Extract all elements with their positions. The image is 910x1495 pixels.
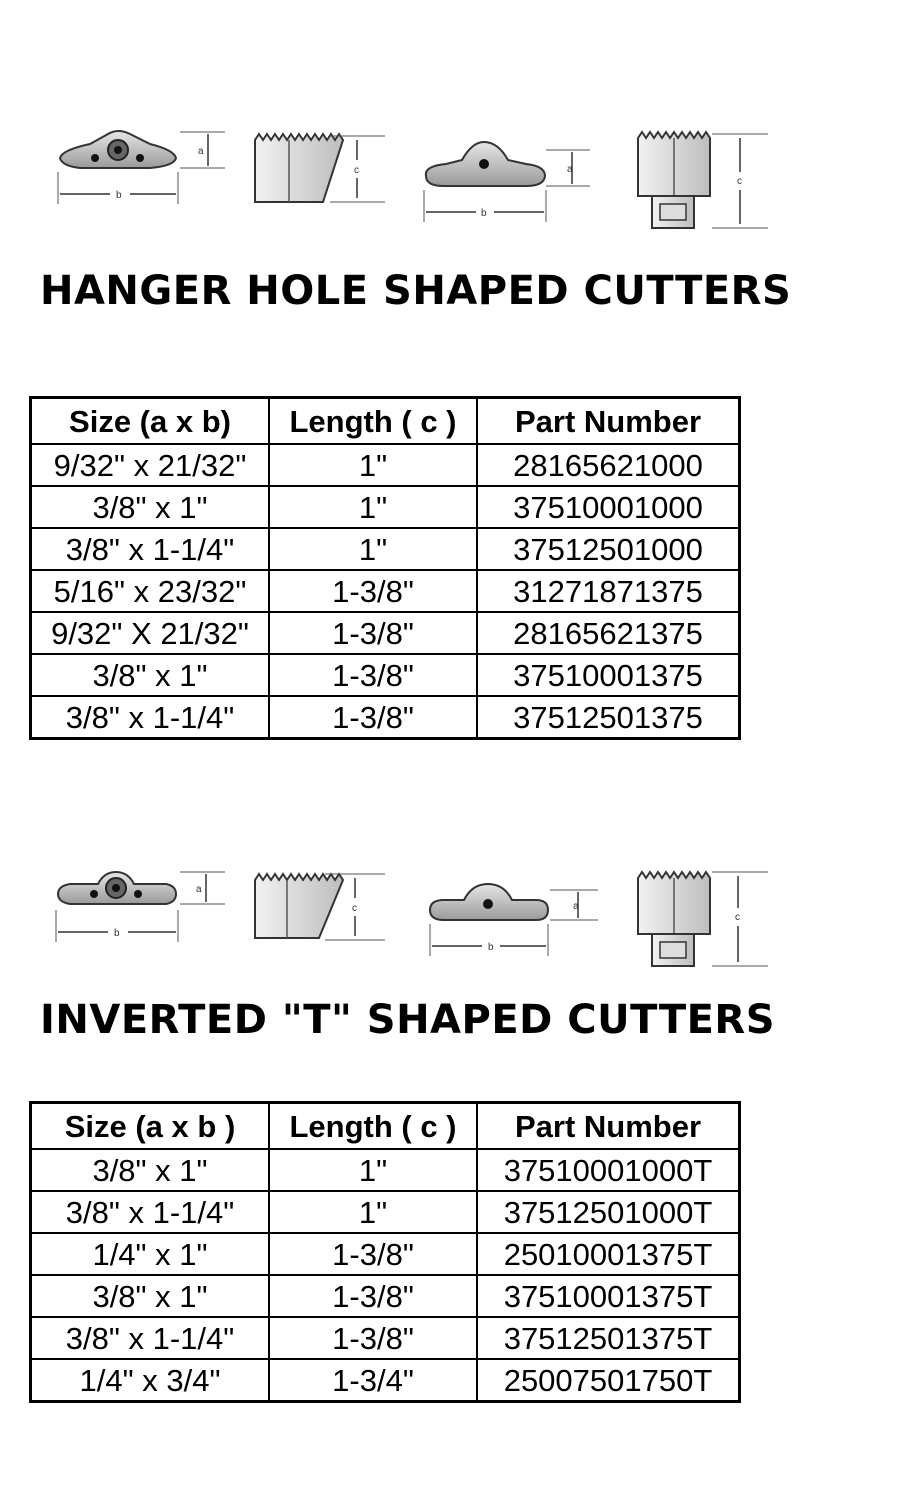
- cell-length: 1": [269, 1191, 477, 1233]
- inverted-t-shape-alt-view: [430, 884, 598, 956]
- cell-size: 1/4" x 1": [31, 1233, 270, 1275]
- dim-label-c: c: [352, 903, 357, 914]
- table-row: [31, 444, 740, 486]
- dim-label-a-alt: a: [573, 901, 579, 912]
- inverted-t-shape-top-view: [56, 872, 225, 942]
- dim-label-a: a: [196, 884, 202, 895]
- table-row: [31, 696, 740, 739]
- cutter-side-view: [255, 874, 385, 940]
- cell-size: 3/8" x 1": [31, 1275, 270, 1317]
- cell-length: 1-3/4": [269, 1359, 477, 1402]
- cell-part-number: 25007501750T: [477, 1359, 740, 1402]
- cell-part-number: 37512501000: [477, 528, 740, 570]
- cell-length: 1-3/8": [269, 696, 477, 739]
- cell-size: 3/8" x 1": [31, 654, 270, 696]
- table-header-row: [31, 1103, 740, 1150]
- cell-length: 1-3/8": [269, 1275, 477, 1317]
- table-row: [31, 1275, 740, 1317]
- column-header-part-number: Part Number: [477, 1103, 740, 1150]
- cell-size: 3/8" x 1-1/4": [31, 1317, 270, 1359]
- dim-label-c-alt: c: [737, 176, 742, 187]
- table-header-row: [31, 398, 740, 445]
- inverted-t-cutter-illustration: [0, 860, 910, 980]
- table-row: [31, 486, 740, 528]
- cell-length: 1": [269, 486, 477, 528]
- table-row: [31, 612, 740, 654]
- cell-length: 1-3/8": [269, 1233, 477, 1275]
- cell-part-number: 37512501375: [477, 696, 740, 739]
- dim-label-a-alt: a: [567, 164, 573, 175]
- dim-label-c-alt: c: [735, 912, 740, 923]
- cell-length: 1-3/8": [269, 612, 477, 654]
- hanger-section-title: HANGER HOLE SHAPED CUTTERS: [40, 268, 792, 314]
- table-row: [31, 654, 740, 696]
- hanger-cutter-illustration: [0, 120, 910, 240]
- cell-length: 1-3/8": [269, 1317, 477, 1359]
- column-header-length: Length ( c ): [269, 1103, 477, 1150]
- cell-part-number: 28165621000: [477, 444, 740, 486]
- dim-label-b-alt: b: [481, 208, 487, 219]
- dim-label-b: b: [116, 190, 122, 201]
- cell-size: 3/8" x 1-1/4": [31, 1191, 270, 1233]
- dim-label-b-alt: b: [488, 942, 494, 953]
- cell-part-number: 28165621375: [477, 612, 740, 654]
- cell-size: 3/8" x 1-1/4": [31, 696, 270, 739]
- cell-part-number: 37510001000T: [477, 1149, 740, 1191]
- table-row: [31, 570, 740, 612]
- cell-length: 1-3/8": [269, 654, 477, 696]
- dim-label-a: a: [198, 146, 204, 157]
- cell-length: 1-3/8": [269, 570, 477, 612]
- cell-size: 3/8" x 1": [31, 486, 270, 528]
- cell-length: 1": [269, 528, 477, 570]
- cell-length: 1": [269, 1149, 477, 1191]
- table-row: [31, 1317, 740, 1359]
- cell-part-number: 37512501375T: [477, 1317, 740, 1359]
- cell-size: 1/4" x 3/4": [31, 1359, 270, 1402]
- table-row: [31, 1149, 740, 1191]
- inverted-t-spec-table: [29, 1101, 741, 1403]
- column-header-size: Size (a x b ): [31, 1103, 270, 1150]
- cell-size: 3/8" x 1": [31, 1149, 270, 1191]
- table-row: [31, 1233, 740, 1275]
- cell-part-number: 37510001000: [477, 486, 740, 528]
- cutter-side-view: [255, 134, 385, 202]
- column-header-length: Length ( c ): [269, 398, 477, 445]
- table-row: [31, 1191, 740, 1233]
- table-row: [31, 528, 740, 570]
- column-header-part-number: Part Number: [477, 398, 740, 445]
- cell-length: 1": [269, 444, 477, 486]
- cell-part-number: 25010001375T: [477, 1233, 740, 1275]
- dim-label-c: c: [354, 165, 359, 176]
- inverted-t-diagrams: [0, 860, 910, 1000]
- hanger-diagrams: [0, 120, 910, 260]
- hanger-spec-table: [29, 396, 741, 740]
- cell-part-number: 37510001375: [477, 654, 740, 696]
- cell-part-number: 37512501000T: [477, 1191, 740, 1233]
- inverted-t-section-title: INVERTED "T" SHAPED CUTTERS: [40, 997, 776, 1043]
- column-header-size: Size (a x b): [31, 398, 270, 445]
- cell-part-number: 37510001375T: [477, 1275, 740, 1317]
- hanger-shape-alt-view: [424, 142, 590, 222]
- cell-size: 5/16" x 23/32": [31, 570, 270, 612]
- cell-size: 3/8" x 1-1/4": [31, 528, 270, 570]
- cutter-with-shank-view: [638, 132, 768, 228]
- dim-label-b: b: [114, 928, 120, 939]
- cell-size: 9/32" x 21/32": [31, 444, 270, 486]
- table-row: [31, 1359, 740, 1402]
- cell-part-number: 31271871375: [477, 570, 740, 612]
- cutter-with-shank-view: [638, 872, 768, 966]
- hanger-shape-top-view: [58, 131, 225, 204]
- cell-size: 9/32" X 21/32": [31, 612, 270, 654]
